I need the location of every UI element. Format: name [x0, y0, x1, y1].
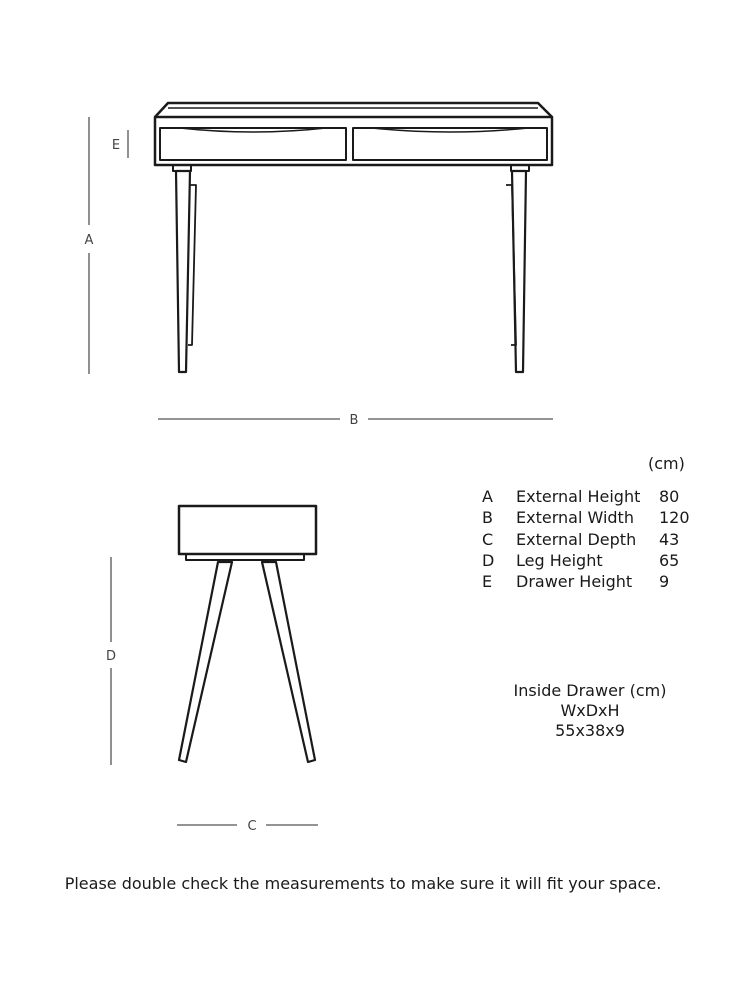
dim-label-a: A: [84, 233, 94, 248]
front-leg-left: [176, 171, 190, 372]
dim-label-e: E: [111, 138, 121, 153]
spec-value: 43: [659, 529, 680, 549]
spec-letter: C: [482, 529, 494, 549]
spec-label: Leg Height: [516, 550, 603, 570]
inside-drawer-format: WxDxH: [560, 701, 620, 720]
spec-letter: D: [482, 550, 495, 570]
dim-label-b: B: [349, 413, 359, 428]
side-body: [179, 506, 316, 554]
dimension-lines: [89, 117, 553, 825]
spec-letter: A: [482, 487, 493, 506]
spec-label: External Height: [516, 487, 641, 506]
front-drawer-right: [353, 128, 547, 160]
spec-label: Drawer Height: [516, 572, 633, 592]
spec-value: 120: [659, 508, 690, 528]
front-view: [155, 103, 552, 372]
spec-table: [482, 486, 690, 592]
spec-value: 65: [659, 550, 680, 570]
inside-drawer-title: Inside Drawer (cm): [513, 681, 667, 700]
side-view: [179, 506, 316, 762]
spec-row-c: [482, 529, 690, 550]
spec-label: External Depth: [516, 529, 637, 549]
spec-value: 9: [659, 572, 670, 592]
inside-drawer-value: 55x38x9: [555, 721, 625, 740]
units-label: (cm): [648, 454, 685, 473]
spec-letter: B: [482, 508, 493, 528]
inside-drawer-info: [490, 681, 690, 741]
spec-row-b: [482, 507, 690, 528]
side-leg-right: [262, 562, 315, 762]
spec-row-e: [482, 571, 690, 592]
dim-label-d: D: [105, 649, 117, 664]
spec-row-d: [482, 550, 690, 571]
dimension-labels: [85, 138, 359, 834]
dim-label-c: C: [247, 819, 257, 834]
spec-letter: E: [482, 572, 493, 592]
spec-label: External Width: [516, 508, 634, 528]
footer-note: Please double check the measurements to make sure it will fit your space.: [64, 874, 662, 893]
spec-value: 80: [659, 487, 680, 506]
spec-row-a: [482, 486, 690, 507]
front-drawer-left: [160, 128, 346, 160]
side-leg-left: [179, 562, 232, 762]
